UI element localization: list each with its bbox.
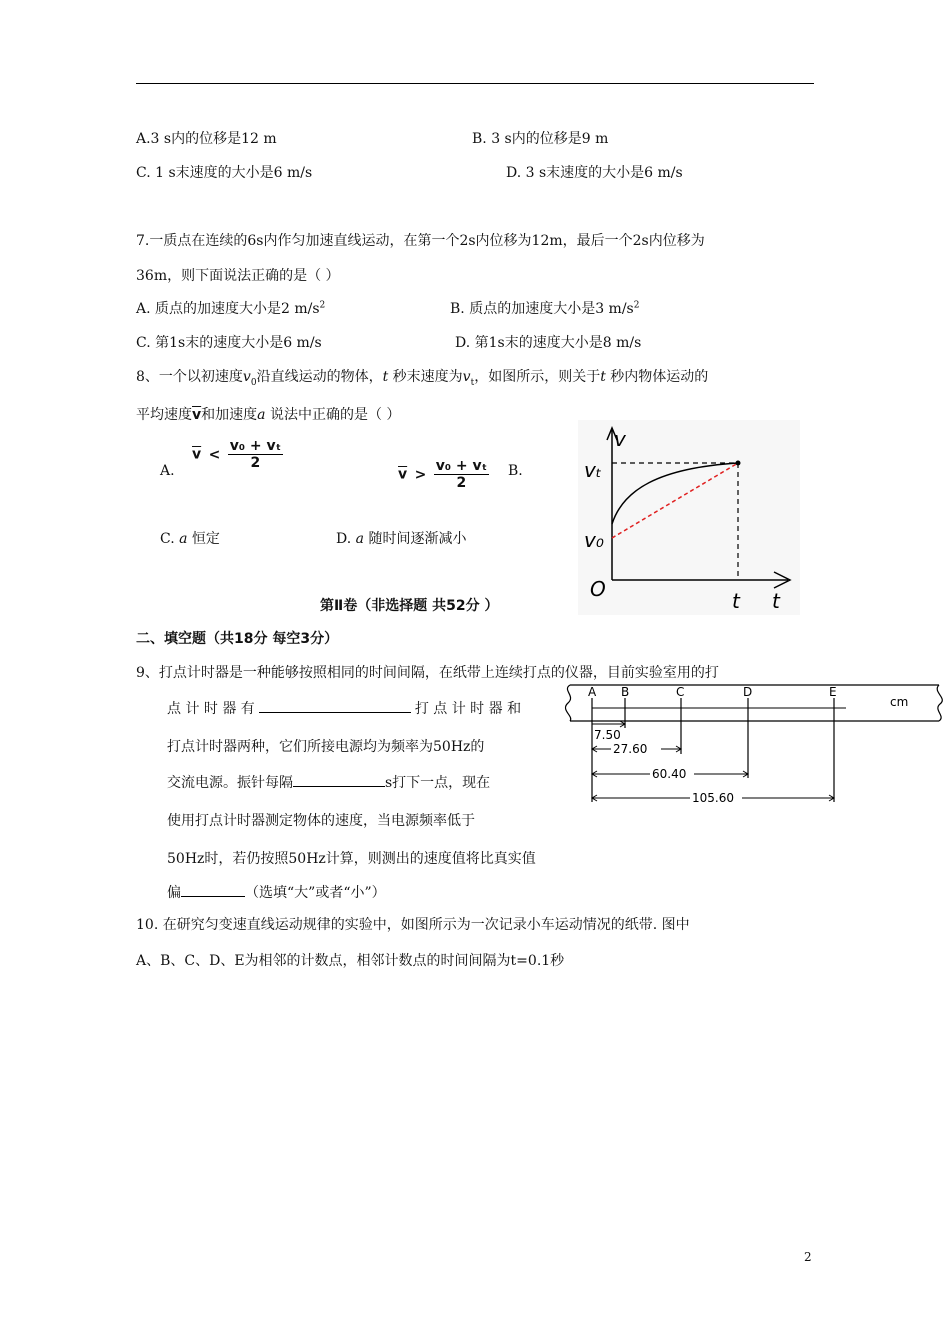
q6-option-d: D. 3 s末速度的大小是6 m/s <box>506 165 683 181</box>
page-number: 2 <box>804 1250 812 1264</box>
q9-line2: 点 计 时 器 有 打 点 计 时 器 和 <box>167 698 521 718</box>
graph-y-label: v <box>614 427 626 451</box>
part2-title: 第Ⅱ卷（非选择题 共52分 ） <box>320 598 499 614</box>
q8-option-b-label: B. <box>508 463 523 479</box>
tape-label-d: D <box>743 685 753 699</box>
tape-right-tear <box>937 685 942 721</box>
q7-option-d: D. 第1s末的速度大小是8 m/s <box>455 335 642 351</box>
q8-option-d: D. a 随时间逐渐减小 <box>336 531 467 547</box>
q8-option-a-formula: $\overline{v}$ < $\frac{\text{v₀ + vₜ}}{2}$ <box>192 438 282 471</box>
paper-tape-diagram <box>556 680 948 810</box>
q9-line7: 偏 （选填“大”或者“小”） <box>167 882 386 902</box>
dim-ad-label: 60.40 <box>652 767 687 781</box>
q9-blank-1[interactable] <box>259 698 411 713</box>
graph-t-label: t <box>732 589 740 613</box>
q8-option-a-label: A. <box>160 463 175 479</box>
end-point <box>736 461 741 466</box>
tape-label-e: E <box>829 685 837 699</box>
q8-option-b-formula: $\overline{v}$ > $\frac{\text{v₀ + vₜ}}{2}$ <box>398 458 488 491</box>
tape-label-a: A <box>588 685 597 699</box>
q7-stem-line1: 7.一质点在连续的6s内作匀加速直线运动，在第一个2s内位移为12m，最后一个2s内位移为 <box>136 233 705 249</box>
q9-line6: 50Hz时，若仍按照50Hz计算，则测出的速度值将比真实值 <box>167 851 536 867</box>
q6-option-a: A.3 s内的位移是12 m <box>136 131 277 147</box>
q7-option-a: A. 质点的加速度大小是2 $m/s^2$ <box>136 300 326 317</box>
velocity-time-graph <box>578 420 800 615</box>
q9-line1: 9、打点计时器是一种能够按照相同的时间间隔，在纸带上连续打点的仪器，目前实验室用的打 <box>136 665 719 681</box>
q9-line3: 打点计时器两种，它们所接电源均为频率为50Hz的 <box>167 739 485 755</box>
q7-option-c: C. 第1s末的速度大小是6 m/s <box>136 335 322 351</box>
graph-origin-label: O <box>590 577 606 601</box>
q8-stem-line2: 平均速度$\overline{v}$和加速度a 说法中正确的是（ ） <box>136 407 401 423</box>
graph-vt-label: vₜ <box>584 458 602 482</box>
tape-left-tear <box>565 685 570 721</box>
q8-option-c: C. a 恒定 <box>160 531 220 547</box>
q9-line4: 交流电源。振针每隔 s打下一点，现在 <box>167 772 490 792</box>
q10-line1: 10. 在研究匀变速直线运动规律的实验中，如图所示为一次记录小车运动情况的纸带. 图中 <box>136 917 690 933</box>
dim-ab-label: 7.50 <box>594 728 621 742</box>
q6-option-b: B. 3 s内的位移是9 m <box>472 131 609 147</box>
dim-ac-label: 27.60 <box>613 742 648 756</box>
tape-label-c: C <box>676 685 685 699</box>
q7-option-b: B. 质点的加速度大小是3 $m/s^2$ <box>450 300 640 317</box>
q9-blank-2[interactable] <box>293 772 385 787</box>
tape-label-b: B <box>621 685 630 699</box>
q7-stem-line2: 36m，则下面说法正确的是（ ） <box>136 268 340 284</box>
graph-v0-label: v₀ <box>584 528 604 552</box>
q10-line2: A、B、C、D、E为相邻的计数点，相邻计数点的时间间隔为t=0.1秒 <box>136 953 565 969</box>
q8-stem-line1: 8、一个以初速度$v_0$沿直线运动的物体，t 秒末速度为$v_t$，如图所示，则关于t 秒内物体运动的 <box>136 369 709 388</box>
graph-x-label: t <box>772 589 780 613</box>
header-rule <box>136 83 814 84</box>
section2-title: 二、填空题（共18分 每空3分） <box>136 631 339 647</box>
q9-line5: 使用打点计时器测定物体的速度，当电源频率低于 <box>167 813 475 829</box>
dim-ae-label: 105.60 <box>692 791 734 805</box>
q6-option-c: C. 1 s末速度的大小是6 m/s <box>136 165 313 181</box>
tape-unit: cm <box>890 695 909 709</box>
q9-blank-3[interactable] <box>181 882 245 897</box>
